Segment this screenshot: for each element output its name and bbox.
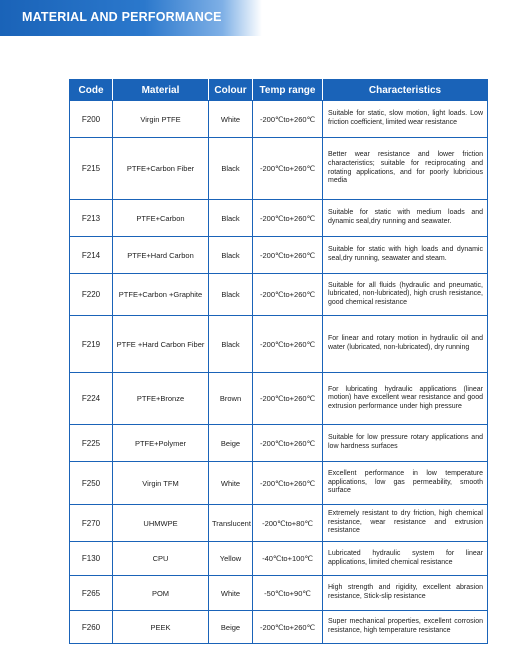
cell-characteristics: Extremely resistant to dry friction, high chemical resistance, wear resistance and extrusion resistance: [323, 505, 488, 542]
table-row: [70, 101, 488, 138]
cell-colour: Black: [209, 274, 253, 316]
cell-characteristics: Excellent performance in low temperature applications, low gas permeability, smooth surface: [323, 462, 488, 505]
cell-material: PTFE+Carbon Fiber: [113, 138, 209, 200]
table-row: [70, 576, 488, 611]
cell-colour: Brown: [209, 373, 253, 425]
table-body: [70, 101, 488, 644]
cell-material: CPU: [113, 542, 209, 576]
cell-material: POM: [113, 576, 209, 611]
table-row: [70, 373, 488, 425]
cell-temp-range: -200℃to+260℃: [253, 316, 323, 373]
cell-characteristics: Suitable for low pressure rotary applications and low hardness surfaces: [323, 425, 488, 462]
cell-material: Virgin PTFE: [113, 101, 209, 138]
cell-characteristics: Better wear resistance and lower friction characteristics; suitable for reciprocating and rotating applications, and for poorly lubricious media: [323, 138, 488, 200]
cell-colour: Translucent: [209, 505, 253, 542]
section-title-bar: [0, 0, 262, 36]
cell-temp-range: -200℃to+260℃: [253, 200, 323, 237]
cell-code: F130: [70, 542, 113, 576]
cell-colour: Beige: [209, 611, 253, 644]
cell-characteristics: For linear and rotary motion in hydraulic oil and water (lubricated, non-lubricated), dry running: [323, 316, 488, 373]
cell-code: F220: [70, 274, 113, 316]
cell-characteristics: Lubricated hydraulic system for linear applications, limited chemical resistance: [323, 542, 488, 576]
cell-code: F200: [70, 101, 113, 138]
header-material: Material: [113, 80, 209, 101]
cell-temp-range: -200℃to+80℃: [253, 505, 323, 542]
cell-code: F219: [70, 316, 113, 373]
table-row: [70, 316, 488, 373]
cell-temp-range: -200℃to+260℃: [253, 425, 323, 462]
cell-code: F224: [70, 373, 113, 425]
cell-material: UHMWPE: [113, 505, 209, 542]
table-row: [70, 462, 488, 505]
cell-colour: Black: [209, 316, 253, 373]
cell-code: F214: [70, 237, 113, 274]
cell-code: F215: [70, 138, 113, 200]
table-header-row: [70, 80, 488, 101]
header-characteristics: Characteristics: [323, 80, 488, 101]
cell-material: PTFE+Polymer: [113, 425, 209, 462]
table-row: [70, 611, 488, 644]
cell-temp-range: -40℃to+100℃: [253, 542, 323, 576]
cell-colour: White: [209, 576, 253, 611]
cell-temp-range: -200℃to+260℃: [253, 101, 323, 138]
cell-material: Virgin TFM: [113, 462, 209, 505]
cell-characteristics: Suitable for static, slow motion, light loads. Low friction coefficient, limited wear resistance: [323, 101, 488, 138]
cell-material: PTFE+Carbon: [113, 200, 209, 237]
cell-temp-range: -200℃to+260℃: [253, 611, 323, 644]
header-temp-range: Temp range: [253, 80, 323, 101]
cell-temp-range: -50℃to+90℃: [253, 576, 323, 611]
table-row: [70, 138, 488, 200]
header-colour: Colour: [209, 80, 253, 101]
cell-characteristics: High strength and rigidity, excellent abrasion resistance, Stick-slip resistance: [323, 576, 488, 611]
cell-colour: Black: [209, 138, 253, 200]
header-code: Code: [70, 80, 113, 101]
cell-temp-range: -200℃to+260℃: [253, 462, 323, 505]
table-row: [70, 542, 488, 576]
cell-colour: Black: [209, 237, 253, 274]
cell-colour: Black: [209, 200, 253, 237]
table-row: [70, 274, 488, 316]
cell-characteristics: Suitable for static with medium loads and dynamic seal,dry running and seawater.: [323, 200, 488, 237]
cell-temp-range: -200℃to+260℃: [253, 138, 323, 200]
cell-code: F260: [70, 611, 113, 644]
cell-colour: White: [209, 101, 253, 138]
cell-material: PTFE+Carbon +Graphite: [113, 274, 209, 316]
cell-code: F213: [70, 200, 113, 237]
cell-colour: Beige: [209, 425, 253, 462]
cell-temp-range: -200℃to+260℃: [253, 274, 323, 316]
cell-code: F265: [70, 576, 113, 611]
cell-material: PTFE+Hard Carbon: [113, 237, 209, 274]
table-row: [70, 237, 488, 274]
table-row: [70, 425, 488, 462]
table-row: [70, 200, 488, 237]
cell-material: PTFE +Hard Carbon Fiber: [113, 316, 209, 373]
cell-temp-range: -200℃to+260℃: [253, 237, 323, 274]
cell-code: F250: [70, 462, 113, 505]
table-row: [70, 505, 488, 542]
cell-colour: Yellow: [209, 542, 253, 576]
cell-characteristics: Super mechanical properties, excellent corrosion resistance, high temperature resistance: [323, 611, 488, 644]
section-title: MATERIAL AND PERFORMANCE: [22, 10, 222, 24]
cell-characteristics: Suitable for all fluids (hydraulic and pneumatic, lubricated, non-lubricated), high crush resistance, good chemical resistance: [323, 274, 488, 316]
cell-material: PTFE+Bronze: [113, 373, 209, 425]
cell-temp-range: -200℃to+260℃: [253, 373, 323, 425]
cell-characteristics: Suitable for static with high loads and dynamic seal,dry running, seawater and steam.: [323, 237, 488, 274]
cell-material: PEEK: [113, 611, 209, 644]
cell-code: F270: [70, 505, 113, 542]
cell-characteristics: For lubricating hydraulic applications (linear motion) have excellent wear resistance and good extrusion performance under high pressure: [323, 373, 488, 425]
cell-code: F225: [70, 425, 113, 462]
material-table: [69, 79, 488, 644]
cell-colour: White: [209, 462, 253, 505]
